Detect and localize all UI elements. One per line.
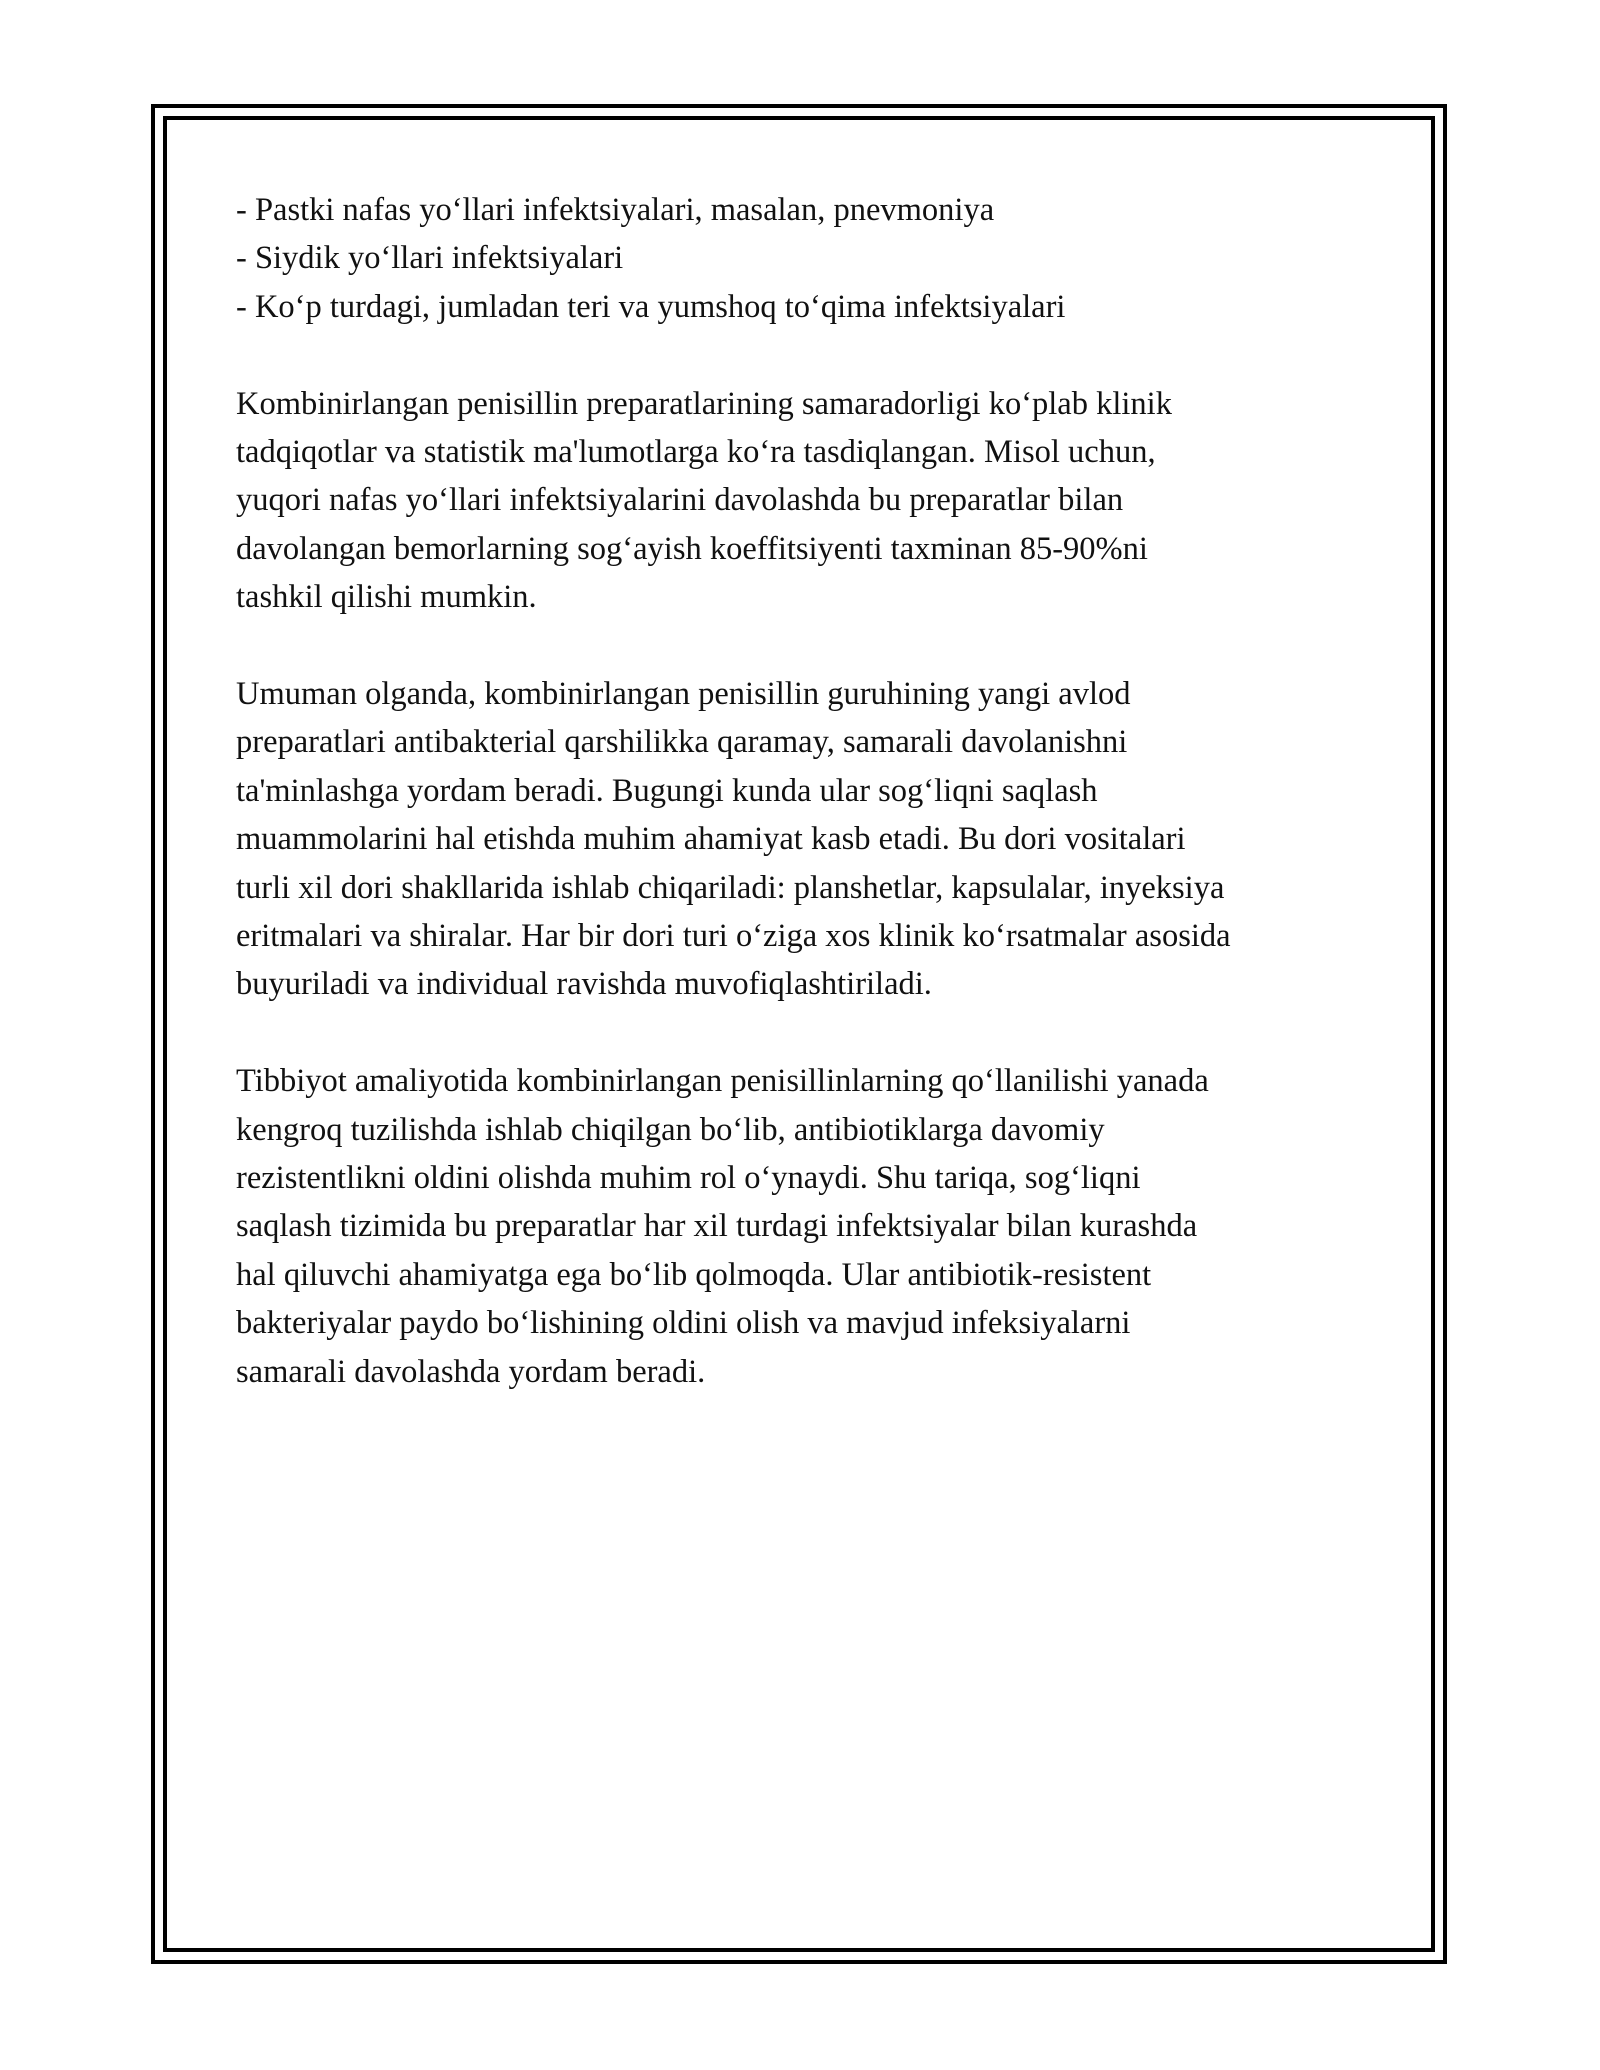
paragraph-line: buyuriladi va individual ravishda muvofiqlashtiriladi. — [236, 966, 932, 1003]
paragraph-line: rezistentlikni oldini olishda muhim rol o‘ynaydi. Shu tariqa, sog‘liqni — [236, 1160, 1141, 1197]
bullet-list — [236, 186, 1366, 331]
paragraph-line: Kombinirlangan penisillin preparatlarining samaradorligi ko‘plab klinik — [236, 385, 1172, 422]
bullet-item: - Ko‘p turdagi, jumladan teri va yumshoq to‘qima infektsiyalari — [236, 288, 1066, 325]
paragraph-line: davolangan bemorlarning sog‘ayish koeffitsiyenti taxminan 85-90%ni — [236, 530, 1148, 567]
paragraph-line: tashkil qilishi mumkin. — [236, 579, 537, 616]
paragraph-line: tadqiqotlar va statistik ma'lumotlarga ko‘ra tasdiqlangan. Misol uchun, — [236, 434, 1156, 471]
paragraph-practice — [236, 1057, 1366, 1396]
paragraph-line: hal qiluvchi ahamiyatga ega bo‘lib qolmoqda. Ular antibiotik-resistent — [236, 1256, 1152, 1293]
paragraph-line: bakteriyalar paydo bo‘lishining oldini olish va mavjud infeksiyalarni — [236, 1305, 1131, 1342]
paragraph-line: Tibbiyot amaliyotida kombinirlangan penisillinlarning qo‘llanilishi yanada — [236, 1063, 1209, 1100]
paragraph-line: saqlash tizimida bu preparatlar har xil turdagi infektsiyalar bilan kurashda — [236, 1208, 1198, 1245]
bullet-item: - Siydik yo‘llari infektsiyalari — [236, 240, 624, 277]
paragraph-spacer — [236, 331, 1366, 379]
paragraph-efficacy — [236, 380, 1366, 622]
paragraph-line: ta'minlashga yordam beradi. Bugungi kunda ular sog‘liqni saqlash — [236, 772, 1098, 809]
paragraph-line: samarali davolashda yordam beradi. — [236, 1353, 706, 1390]
paragraph-line: eritmalari va shiralar. Har bir dori turi o‘ziga xos klinik ko‘rsatmalar asosida — [236, 918, 1231, 955]
paragraph-spacer — [236, 1009, 1366, 1057]
paragraph-line: preparatlari antibakterial qarshilikka qaramay, samarali davolanishni — [236, 724, 1128, 761]
document-body — [236, 186, 1366, 1396]
paragraph-spacer — [236, 622, 1366, 670]
paragraph-line: Umuman olganda, kombinirlangan penisillin guruhining yangi avlod — [236, 676, 1131, 713]
paragraph-summary — [236, 670, 1366, 1009]
paragraph-line: turli xil dori shakllarida ishlab chiqariladi: planshetlar, kapsulalar, inyeksiya — [236, 869, 1225, 906]
paragraph-line: kengroq tuzilishda ishlab chiqilgan bo‘lib, antibiotiklarga davomiy — [236, 1111, 1105, 1148]
paragraph-line: muammolarini hal etishda muhim ahamiyat kasb etadi. Bu dori vositalari — [236, 821, 1186, 858]
paragraph-line: yuqori nafas yo‘llari infektsiyalarini davolashda bu preparatlar bilan — [236, 482, 1124, 519]
bullet-item: - Pastki nafas yo‘llari infektsiyalari, masalan, pnevmoniya — [236, 192, 995, 228]
